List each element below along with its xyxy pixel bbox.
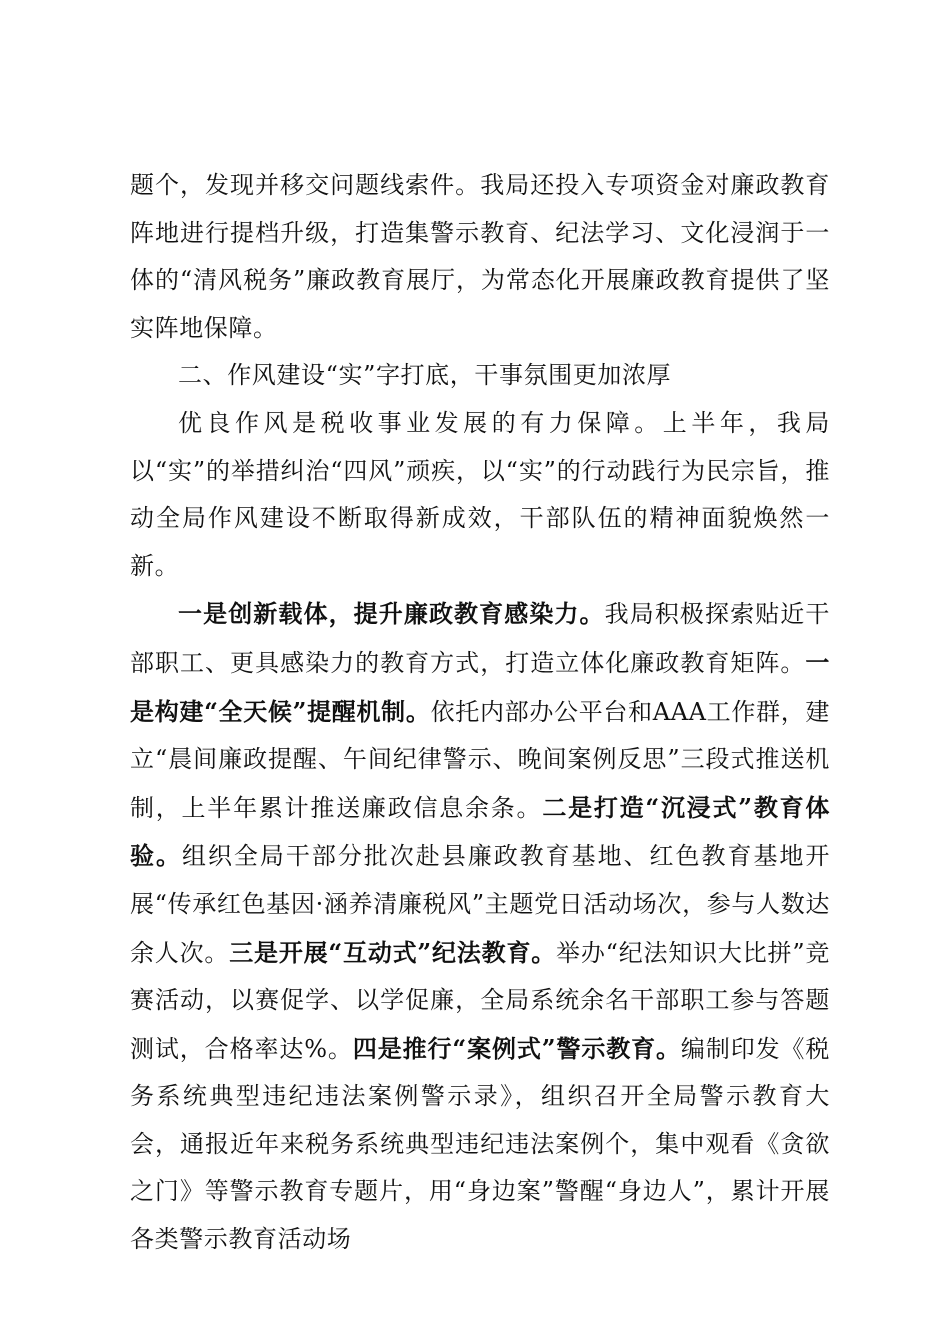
measure-lead-text: 我局积极探索贴近干部职工、更具感染力的教育方式，打造立体化廉政教育矩阵。 — [130, 600, 830, 677]
item-3-bold: 三是开展“互动式”纪法教育。 — [229, 937, 557, 967]
section-heading: 二、作风建设“实”字打底，干事氛围更加浓厚 — [178, 361, 672, 390]
paragraph-intro: 优良作风是税收事业发展的有力保障。上半年，我局以“实”的举措纠治“四风”顽疾，以“实”的行动践行为民宗旨，推动全局作风建设不断取得新成效，干部队伍的精神面貌焕然一新。 — [130, 408, 830, 580]
item-4-bold: 四是推行“案例式”警示教育。 — [352, 1033, 681, 1063]
measure-lead-bold: 一是创新载体，提升廉政教育感染力。 — [178, 599, 605, 629]
paragraph-continuation: 题个，发现并移交问题线索件。我局还投入专项资金对廉政教育阵地进行提档升级，打造集警示教育、纪法学习、文化浸润于一体的“清风税务”廉政教育展厅，为常态化开展廉政教育提供了坚实阵地保障。 — [130, 171, 830, 342]
item-3-text: 举办“纪法知识大比拼”竞赛活动，以赛促学、以学促廉，全局系统余名干部职工参与答题测试，合格率达%。 — [130, 938, 830, 1063]
item-1-bold: 一是构建“全天候”提醒机制。 — [130, 647, 830, 726]
item-4-text: 编制印发《税务系统典型违纪违法案例警示录》，组织召开全局警示教育大会，通报近年来税务系统典型违纪违法案例个，集中观看《贪欲之门》等警示教育专题片，用“身边案”警醒“身边人”，累计开展各类警示教育活动场 — [130, 1034, 830, 1254]
item-1-text: 依托内部办公平台和AAA工作群，建立“晨间廉政提醒、午间纪律警示、晚间案例反思”三段式推送机制，上半年累计推送廉政信息余条。 — [130, 697, 830, 822]
document-body — [130, 162, 830, 1264]
paragraph-measures — [130, 590, 830, 1263]
item-2-bold: 二是打造“沉浸式”教育体验。 — [130, 792, 830, 871]
item-2-text: 组织全局干部分批次赴县廉政教育基地、红色教育基地开展“传承红色基因·涵养清廉税风”主题党日活动场次，参与人数达余人次。 — [130, 842, 831, 967]
